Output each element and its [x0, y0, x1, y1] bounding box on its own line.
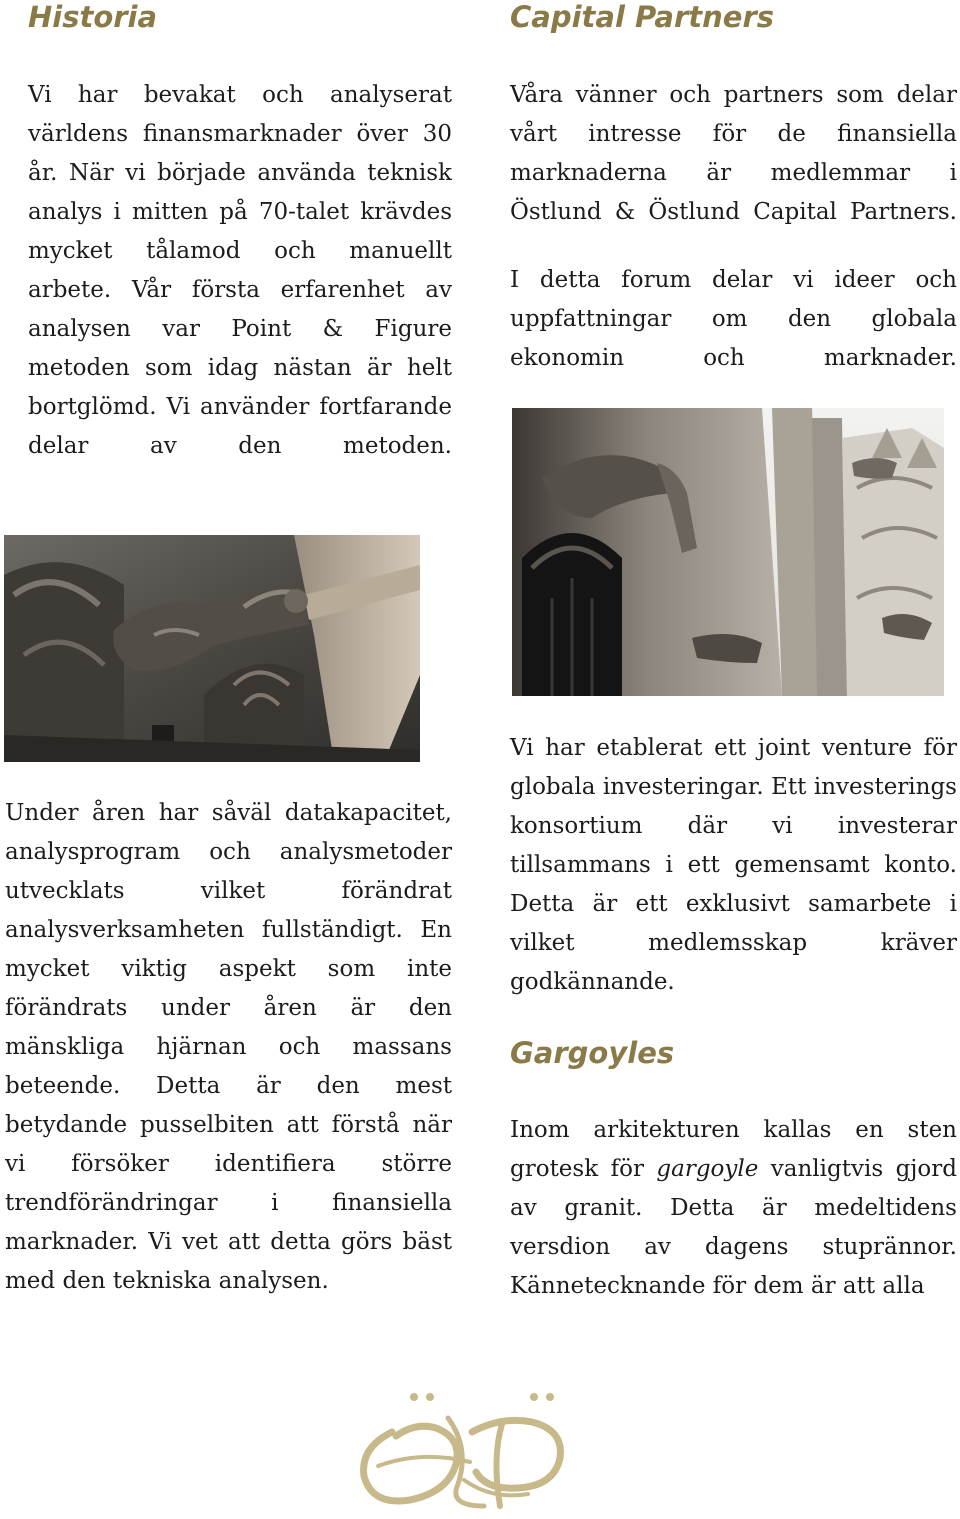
capital-partners-para2: I detta forum delar vi ideer och uppfattningar om den globala ekonomin och marknader.	[510, 267, 957, 371]
gargoyles-heading: Gargoyles	[510, 1036, 675, 1070]
capital-partners-heading: Capital Partners	[510, 0, 775, 34]
capital-partners-para1: Våra vänner och partners som delar vårt intresse för de finansiella marknaderna är medlemmar i Östlund & Östlund Capital Partners.	[510, 82, 957, 225]
oestlund-monogram-logo	[352, 1388, 578, 1512]
analysis-text: Under åren har såväl datakapacitet, analysprogram och analysmetoder utvecklats vilket förändrat analysverksamheten fullständigt. En mycket viktig aspekt som inte förändrats under åren är den mänskliga hjärnan och massans beteende. Detta är den mest betydande pusselbiten att förstå när vi försöker identifiera större trendförändringar i finansiella marknader. Vi vet att detta görs bäst med den tekniska analysen.	[5, 800, 452, 1294]
joint-venture-text: Vi har etablerat ett joint venture för globala investeringar. Ett investerings konsortium där vi investerar tillsammans i ett gemensamt konto. Detta är ett exklusivt samarbete i vilket medlemsskap kräver godkännande.	[510, 735, 957, 995]
gargoyles-text: Inom arkitekturen kallas en sten grotesk för gargoyle vanligtvis gjord av granit. Detta är medeltidens versdion av dagens stuprännor. Kännetecknande för dem är att alla	[510, 1117, 957, 1299]
historia-heading: Historia	[28, 0, 158, 34]
historia-text: Vi har bevakat och analyserat världens finansmarknader över 30 år. När vi började använda teknisk analys i mitten på 70-talet krävdes mycket tålamod och manuellt arbete. Vår första erfarenhet av analysen var Point & Figure metoden som idag nästan är helt bortglömd. Vi använder fortfarande delar av den metoden.	[28, 82, 452, 459]
gargoyle-term: gargoyle	[656, 1156, 759, 1182]
gargoyle-photo-left	[4, 535, 420, 762]
gargoyle-photo-right	[512, 408, 944, 696]
